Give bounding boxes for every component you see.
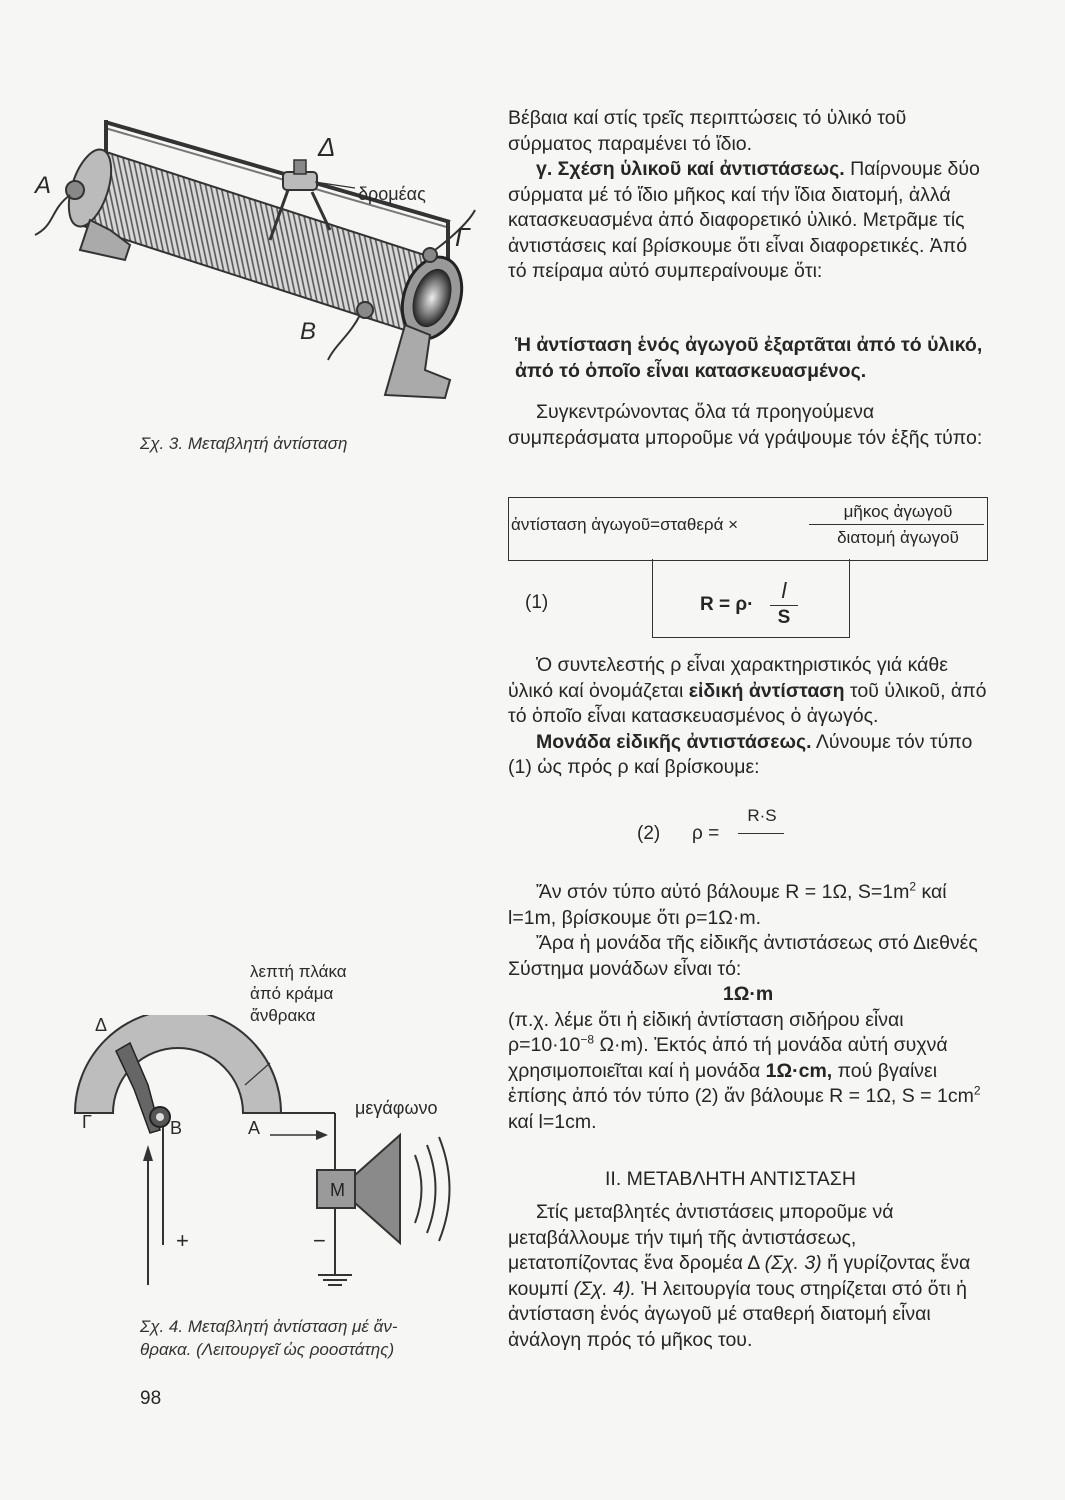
equation-1-denominator: S (777, 607, 791, 628)
paragraph-9-b: ἤ γυρίζοντας ἕνα κουμπί (508, 1252, 971, 1300)
paragraph-4-b: τοῦ ὑλικοῦ, ἀπό τό ὁποῖο εἶναι κατασκευασμένος ὁ ἀγωγός. (508, 679, 987, 727)
equation-2-fraction-line (738, 833, 784, 834)
equation-2-lhs: ρ = (692, 823, 720, 844)
paragraph-6-a: Ἄν στόν τύπο αὐτό βάλουμε R = 1Ω, S=1m (536, 881, 910, 903)
equation-2-label: (2) (637, 823, 661, 844)
paragraph-8-sup2: 2 (973, 1083, 981, 1098)
fig3-label-A: Α (35, 172, 52, 199)
paragraph-4 (508, 653, 988, 730)
term-specific-resistance: εἰδική ἀντίσταση (688, 679, 845, 702)
text-block-lower (508, 880, 988, 1135)
fig4-label-plus: + (176, 1228, 189, 1253)
formula-denominator: διατομή ἀγωγοῦ (837, 528, 959, 547)
equation-1-label: (1) (525, 592, 549, 613)
equation-1-fraction-line (770, 605, 798, 606)
paragraph-8-d: καί l=1cm. (508, 1110, 597, 1133)
paragraph-4-a: Ὁ συντελεστής ρ εἶναι χαρακτηριστικός γιά κάθε ὑλικό καί ὀνομάζεται (508, 654, 948, 702)
fig4-label-minus: − (313, 1228, 326, 1253)
fig4-label-plate-3: ἄνθρακα (250, 1006, 316, 1025)
ref-fig-4: (Σχ. 4). (573, 1277, 636, 1300)
paragraph-9-a: Στίς μεταβλητές ἀντιστάσεις μποροῦμε νά μεταβάλλουμε τήν τιμή τῆς ἀντιστάσεως, μετατοπίζοντας ἕνα δρομέα Δ (508, 1201, 894, 1274)
fig4-caption-line-2: θρακα. (Λειτουργεῖ ὡς ροοστάτης) (140, 1340, 395, 1359)
fig3-label-delta: Δ (318, 132, 336, 162)
formula-numerator: μῆκος ἀγωγοῦ (843, 502, 953, 521)
paragraph-5 (508, 730, 988, 781)
formula-fraction-line (809, 524, 984, 525)
paragraph-2-body: Παίρνουμε δύο σύρματα μέ τό ἴδιο μῆκος καί τήν ἴδια διατομή, ἀλλά κατασκευασμένα ἀπό διαφορετικό ὑλικό. Μετρᾶμε τίς ἀντιστάσεις καί βρίσκουμε ὅτι εἶναι διαφορετικές. Ἀπό τό πείραμα αὐτό συμπεραίνουμε ὅτι: (508, 158, 980, 282)
text-block-top (508, 106, 988, 285)
equation-2-numerator: R·S (747, 806, 777, 825)
paragraph-7: Ἄρα ἡ μονάδα τῆς εἰδικῆς ἀντιστάσεως στό Διεθνές Σύστημα μονάδων εἶναι τό: (508, 932, 978, 980)
paragraph-1: Βέβαια καί στίς τρεῖς περιπτώσεις τό ὑλικό τοῦ σύρματος παραμένει τό ἴδιο. (508, 107, 907, 155)
figure-4-carbon-rheostat (60, 1015, 480, 1305)
subsection-heading-unit: Μονάδα εἰδικῆς ἀντιστάσεως. (536, 730, 812, 753)
unit-ohm-cm: 1Ω·cm, (765, 1059, 833, 1082)
fig4-label-M: Μ (330, 1180, 345, 1200)
paragraph-9 (508, 1200, 988, 1353)
fig4-label-plate-1: λεπτή πλάκα (250, 962, 347, 981)
ref-fig-3: (Σχ. 3) (764, 1252, 822, 1274)
paragraph-8-c: πού βγαίνει ἐπίσης ἀπό τόν τύπο (2) ἄν βάλουμε R = 1Ω, S = 1cm (508, 1059, 974, 1107)
formula-word-box (508, 497, 988, 561)
fig3-label-slider: δρομέας (358, 184, 426, 204)
paragraph-3: Συγκεντρώνοντας ὅλα τά προηγούμενα συμπεράσματα μποροῦμε νά γράψουμε τόν ἑξῆς τύπο: (508, 401, 983, 449)
equation-1-lhs: R = ρ· (700, 594, 754, 615)
paragraph-8-sup: −8 (580, 1032, 595, 1047)
formula-left: ἀντίσταση ἀγωγοῦ=σταθερά × (511, 515, 739, 534)
fig3-label-B: Β (300, 318, 317, 345)
fig4-label-B: Β (170, 1118, 183, 1138)
paragraph-6 (508, 880, 988, 931)
fig4-label-gamma: Γ (82, 1112, 92, 1132)
paragraph-9-c: Ἡ λειτουργία τους στηρίζεται στό ὅτι ἡ ἀντίσταση ἑνός ἀγωγοῦ μέ σταθερή διατομή εἶναι ἀνάλογη πρός τό μῆκος του. (508, 1277, 967, 1351)
equation-1-numerator: l (781, 578, 787, 603)
conclusion-statement: Ἡ ἀντίσταση ἑνός ἀγωγοῦ ἐξαρτᾶται ἀπό τό ὑλικό, ἀπό τό ὁποῖο εἶναι κατασκευασμένος. (515, 334, 983, 382)
fig4-label-plate-2: ἀπό κράμα (250, 984, 334, 1003)
paragraph-5-body: Λύνουμε τόν τύπο (1) ὡς πρός ρ καί βρίσκουμε: (508, 730, 973, 778)
paragraph-8 (508, 1008, 988, 1136)
fig4-caption-line-1: Σχ. 4. Μεταβλητή ἀντίσταση μέ ἄν- (140, 1317, 398, 1336)
fig4-label-A: Α (248, 1118, 261, 1138)
text-block-middle (508, 653, 988, 781)
fig4-label-delta: Δ (95, 1015, 108, 1035)
fig3-caption: Σχ. 3. Μεταβλητή ἀντίσταση (140, 434, 348, 453)
paragraph-6-sup: 2 (909, 879, 917, 894)
section-title: II. ΜΕΤΑΒΛΗΤΗ ΑΝΤΙΣΤΑΣΗ (605, 1168, 856, 1190)
paragraph-8-a: (π.χ. λέμε ὅτι ἡ εἰδική ἀντίσταση σιδήρου εἶναι ρ=10·10 (508, 1008, 904, 1056)
subsection-heading-material: γ. Σχέση ὑλικοῦ καί ἀντιστάσεως. (536, 158, 845, 180)
paragraph-2 (508, 157, 988, 285)
si-unit: 1Ω·m (722, 983, 774, 1005)
page-number: 98 (140, 1388, 162, 1409)
figure-3-rheostat (30, 110, 480, 410)
paragraph-8-b: Ω·m). Ἐκτός ἀπό τή μονάδα αὐτή συχνά χρησιμοποιεῖται καί ἡ μονάδα (508, 1034, 948, 1082)
fig4-label-speaker: μεγάφωνο (355, 1098, 438, 1118)
paragraph-6-b: καί l=1m, βρίσκουμε ὅτι ρ=1Ω·m. (508, 881, 947, 929)
fig3-label-gamma: Γ (455, 222, 470, 252)
